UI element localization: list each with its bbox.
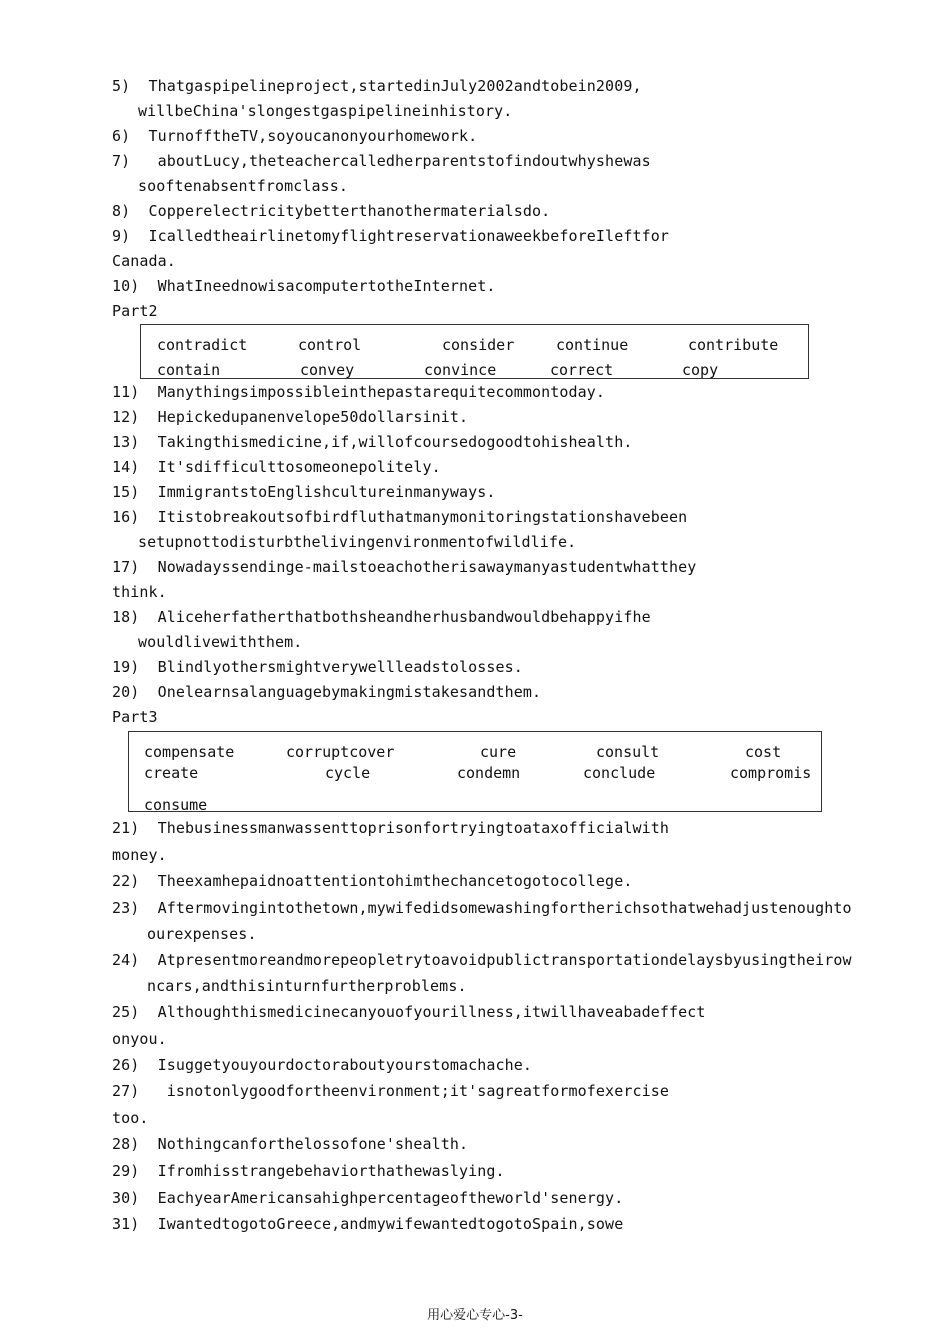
item-17-line-1: 17) Nowadayssendinge-mailstoeachotherisawaymanyastudentwhatthey <box>112 558 697 576</box>
part2-word: convince <box>424 361 497 379</box>
item-18-line-1: 18) Aliceherfatherthatbothsheandherhusbandwouldbehappyifhe <box>112 608 651 626</box>
item-24-line-2: ncars,andthisinturnfurtherproblems. <box>147 977 467 995</box>
item-13: 13) Takingthismedicine,if,willofcoursedogoodtohishealth. <box>112 433 633 451</box>
part2-word: contribute <box>688 336 779 354</box>
part3-word: consume <box>144 796 208 814</box>
item-19: 19) Blindlyothersmightverywellleadstolosses. <box>112 658 523 676</box>
part2-word: continue <box>556 336 629 354</box>
item-26: 26) Isuggetyouyourdoctoraboutyourstomachache. <box>112 1056 533 1074</box>
item-21-line-1: 21) Thebusinessmanwassenttoprisonfortryingtoataxofficialwith <box>112 819 669 837</box>
item-12: 12) Hepickedupanenvelope50dollarsinit. <box>112 408 469 426</box>
part2-word: copy <box>682 361 719 379</box>
item-5-line-1: 5) Thatgaspipelineproject,startedinJuly2002andtobein2009, <box>112 77 642 95</box>
item-25-line-2: onyou. <box>112 1030 167 1048</box>
item-31: 31) IwantedtogotoGreece,andmywifewantedtogotoSpain,sowe <box>112 1215 624 1233</box>
item-18-line-2: wouldlivewiththem. <box>138 633 303 651</box>
item-9-line-1: 9) IcalledtheairlinetomyflightreservationaweekbeforeIleftfor <box>112 227 669 245</box>
item-16-line-1: 16) Itistobreakoutsofbirdfluthatmanymonitoringstationshavebeen <box>112 508 688 526</box>
item-25-line-1: 25) Althoughthismedicinecanyouofyourillness,itwillhaveabadeffect <box>112 1003 706 1021</box>
part3-word: consult <box>596 743 660 761</box>
part2-word: correct <box>550 361 614 379</box>
part2-word: convey <box>300 361 355 379</box>
item-17-line-2: think. <box>112 583 167 601</box>
item-6: 6) TurnofftheTV,soyoucanonyourhomework. <box>112 127 478 145</box>
item-30: 30) EachyearAmericansahighpercentageoftheworld'senergy. <box>112 1189 624 1207</box>
part3-word: corruptcover <box>286 743 395 761</box>
part3-heading: Part3 <box>112 708 158 726</box>
part3-word: cure <box>480 743 517 761</box>
item-15: 15) ImmigrantstoEnglishcultureinmanyways. <box>112 483 496 501</box>
item-10: 10) WhatIneednowisacomputertotheInternet. <box>112 277 496 295</box>
page-footer: 用心爱心专心-3- <box>427 1308 523 1323</box>
part2-heading: Part2 <box>112 302 158 320</box>
part3-word: conclude <box>583 764 656 782</box>
item-7-line-2: sooftenabsentfromclass. <box>138 177 349 195</box>
part2-word: control <box>298 336 362 354</box>
part2-word-box <box>140 324 809 379</box>
item-14: 14) It'sdifficulttosomeonepolitely. <box>112 458 441 476</box>
item-5-line-2: willbeChina'slongestgaspipelineinhistory. <box>138 102 513 120</box>
part3-word: create <box>144 764 199 782</box>
item-23-line-2: ourexpenses. <box>147 925 257 943</box>
part3-word: cost <box>745 743 782 761</box>
item-28: 28) Nothingcanforthelossofone'shealth. <box>112 1135 469 1153</box>
item-11: 11) Manythingsimpossibleinthepastarequitecommontoday. <box>112 383 606 401</box>
item-27-line-2: too. <box>112 1109 149 1127</box>
part3-word: compromis <box>730 764 812 782</box>
part3-word: cycle <box>325 764 371 782</box>
item-22: 22) Theexamhepaidnoattentiontohimthechancetogotocollege. <box>112 872 633 890</box>
item-21-line-2: money. <box>112 846 167 864</box>
part3-word: compensate <box>144 743 235 761</box>
part3-word: condemn <box>457 764 521 782</box>
part2-word: consider <box>442 336 515 354</box>
item-9-line-2: Canada. <box>112 252 176 270</box>
item-23-line-1: 23) Aftermovingintothetown,mywifedidsomewashingfortherichsothatwehadjustenoughto <box>112 899 852 917</box>
item-8: 8) Copperelectricitybetterthanothermaterialsdo. <box>112 202 551 220</box>
item-7-line-1: 7) aboutLucy,theteachercalledherparentstofindoutwhyshewas <box>112 152 651 170</box>
item-29: 29) Ifromhisstrangebehaviorthathewaslying. <box>112 1162 505 1180</box>
item-24-line-1: 24) Atpresentmoreandmorepeopletrytoavoidpublictransportationdelaysbyusingtheirow <box>112 951 852 969</box>
item-16-line-2: setupnottodisturbthelivingenvironmentofwildlife. <box>138 533 577 551</box>
part2-word: contradict <box>157 336 248 354</box>
item-27-line-1: 27) isnotonlygoodfortheenvironment;it'sagreatformofexercise <box>112 1082 669 1100</box>
item-20: 20) Onelearnsalanguagebymakingmistakesandthem. <box>112 683 542 701</box>
part2-word: contain <box>157 361 221 379</box>
part3-word-box <box>128 731 822 812</box>
